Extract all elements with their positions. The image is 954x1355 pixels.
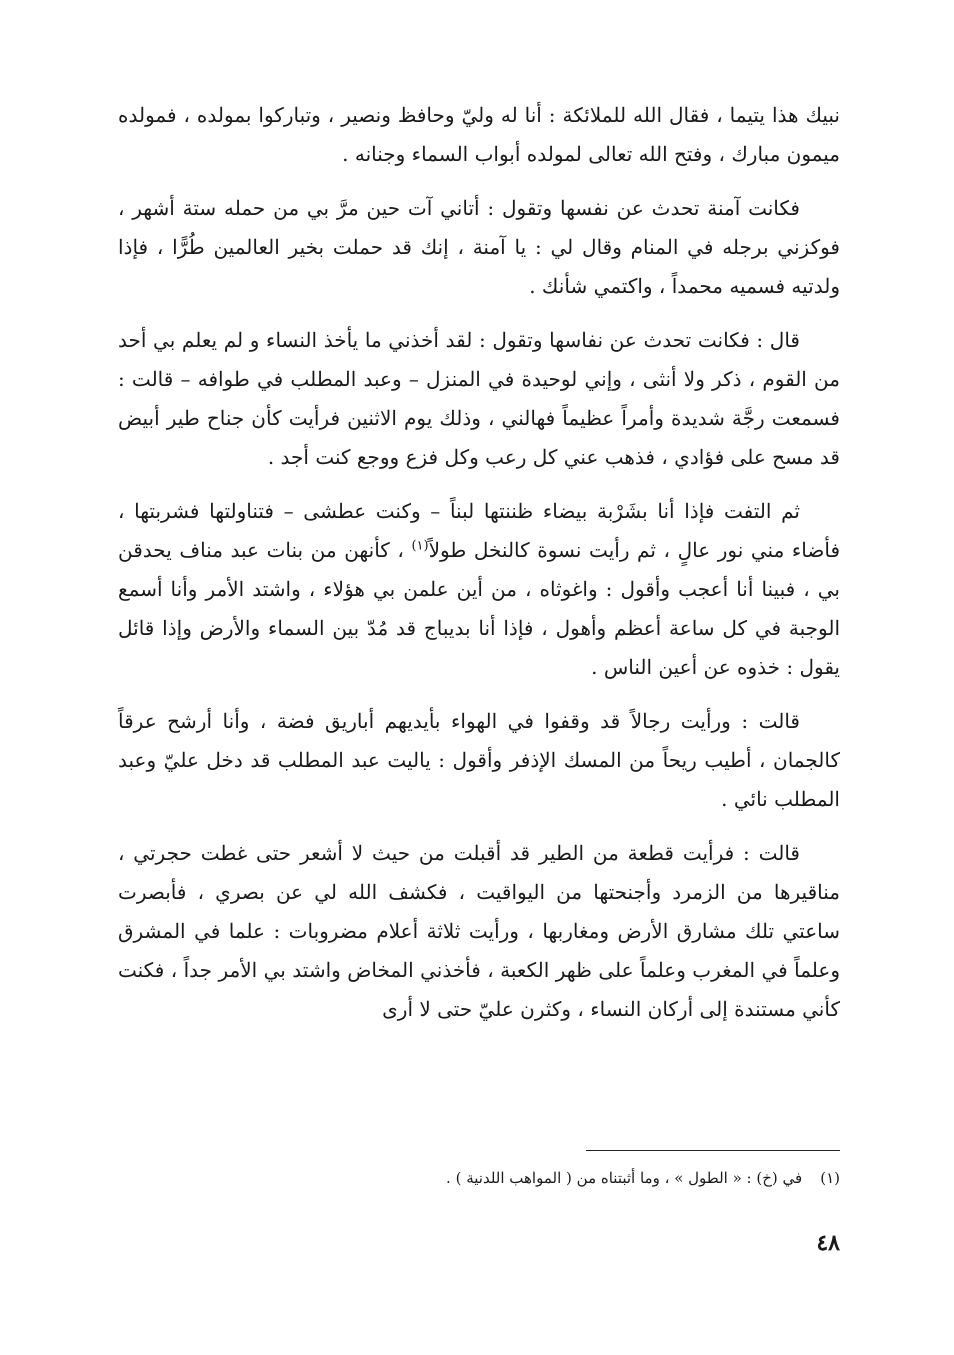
paragraph-4 xyxy=(118,492,840,687)
footnote-reference: (١) xyxy=(411,538,429,554)
page-number: ٤٨ xyxy=(816,1230,840,1256)
paragraph-5: قالت : ورأيت رجالاً قد وقفوا في الهواء بأيديهم أباريق فضة ، وأنا أرشح عرقاً كالجمان ، أطيب ريحاً من المسك الإذفر وأقول : ياليت عبد المطلب قد دخل عليّ وعبد المطلب نائي . xyxy=(118,709,840,811)
paragraph-4-text-start: ثم التفت فإذا أنا بشَرْبة بيضاء ظننتها لبناً – وكنت عطشى – فتناولتها فشربتها ، فأضاء مني نور عالٍ ، ثم رأيت نسوة كالنخل طولاً xyxy=(118,499,841,562)
paragraph-4-text-end: ، كأنهن من بنات عبد مناف يحدقن بي ، فبينا أنا أعجب وأقول : واغوثاه ، من أين علمن بي هؤلاء ، واشتد الأمر وأنا أسمع الوجبة في كل ساعة أعظم وأهول ، فإذا أنا بديباج قد مُدّ بين السماء والأرض وإذا قائل يقول : خذوه عن أعين الناس . xyxy=(118,538,840,679)
footnote-separator xyxy=(586,1150,840,1151)
paragraph-2: فكانت آمنة تحدث عن نفسها وتقول : أتاني آت حين مرَّ بي من حمله ستة أشهر ، فوكزني برجله في المنام وقال لي : يا آمنة ، إنك قد حملت بخير العالمين طُرًّا ، فإذا ولدتيه فسميه محمداً ، واكتمي شأنك . xyxy=(118,196,840,298)
footnote-number: (١) xyxy=(820,1169,840,1187)
footnote-text: في (خ) : « الطول » ، وما أثبتناه من ( المواهب اللدنية ) . xyxy=(446,1169,803,1187)
main-text xyxy=(118,96,840,1044)
paragraph-3: قال : فكانت تحدث عن نفاسها وتقول : لقد أخذني ما يأخذ النساء و لم يعلم بي أحد من القوم ، ذكر ولا أنثى ، وإني لوحيدة في المنزل – وعبد المطلب في طوافه – قالت : فسمعت رجَّة شديدة وأمراً عظيماً فهالني ، وذلك يوم الاثنين فرأيت كأن جناح طير أبيض قد مسح على فؤادي ، فذهب عني كل رعب وكل فزع ووجع كنت أجد . xyxy=(118,328,840,469)
paragraph-1: نبيك هذا يتيما ، فقال الله للملائكة : أنا له وليّ وحافظ ونصير ، وتباركوا بمولده ، فمولده ميمون مبارك ، وفتح الله تعالى لمولده أبواب السماء وجنانه . xyxy=(118,103,840,166)
footnote xyxy=(300,1166,840,1190)
paragraph-6: قالت : فرأيت قطعة من الطير قد أقبلت من حيث لا أشعر حتى غطت حجرتي ، مناقيرها من الزمرد وأجنحتها من اليواقيت ، فكشف الله لي عن بصري ، فأبصرت ساعتي تلك مشارق الأرض ومغاربها ، ورأيت ثلاثة أعلام مضروبات : علما في المشرق وعلماً في المغرب وعلماً على ظهر الكعبة ، فأخذني المخاض واشتد بي الأمر جداً ، فكنت كأني مستندة إلى أركان النساء ، وكثرن عليّ حتى لا أرى xyxy=(118,841,840,1021)
